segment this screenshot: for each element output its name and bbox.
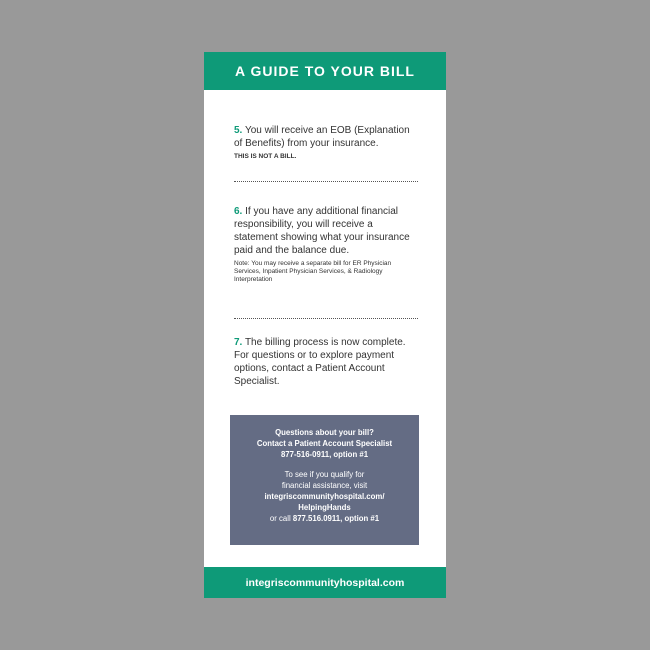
step-5 [234,124,418,161]
header-banner [204,52,446,90]
help-line: financial assistance, visit [281,481,368,490]
step-note: THIS IS NOT A BILL. [234,153,297,160]
assistance-link[interactable]: integriscommunityhospital.com/ [264,492,385,501]
help-line: Questions about your bill? [275,428,374,437]
step-text: You will receive an EOB (Explanation of Benefits) from your insurance. [234,125,410,149]
step-number: 7. [234,337,243,348]
step-number: 6. [234,206,243,217]
dotted-divider [234,318,418,319]
step-6 [234,205,418,284]
footer-banner [204,567,446,598]
help-line: Contact a Patient Account Specialist [256,439,393,448]
contact-info-box [230,415,419,545]
website-link[interactable]: integriscommunityhospital.com [245,576,405,589]
step-note: Note: You may receive a separate bill for ER Physician Services, Inpatient Physician Services, & Radiology Interpretation [234,260,392,283]
step-number: 5. [234,125,243,136]
assistance-link-path[interactable]: HelpingHands [298,503,351,512]
or-call-label: or call [269,514,291,523]
step-7 [234,336,418,388]
dotted-divider [234,181,418,182]
bill-guide-card [204,52,446,598]
step-text: If you have any additional financial responsibility, you will receive a statement showing what your insurance paid and the balance due. [234,206,410,256]
page-title: A GUIDE TO YOUR BILL [235,63,415,79]
phone-number[interactable]: 877.516.0911, option #1 [292,514,380,523]
step-text: The billing process is now complete. For questions or to explore payment options, contact a Patient Account Specialist. [234,337,406,387]
phone-number[interactable]: 877-516-0911, option #1 [280,450,369,459]
help-line: To see if you qualify for [284,470,365,479]
